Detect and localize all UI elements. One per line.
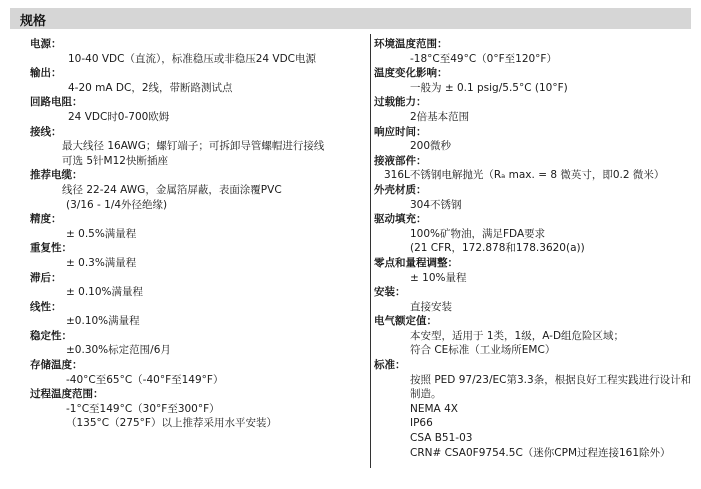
spec-value: 制造。 (410, 388, 442, 401)
spec-value: 按照 PED 97/23/EC第3.3条，根据良好工程实践进行设计和 (410, 373, 692, 386)
spec-value: （135°C（275°F）以上推荐采用水平安装） (66, 417, 277, 430)
spec-column-right (374, 37, 694, 460)
spec-value: ± 10%量程 (410, 271, 467, 284)
spec-value: ±0.30%标定范围/6月 (66, 344, 171, 357)
spec-value: 4-20 mA DC，2线，带断路测试点 (68, 81, 233, 94)
spec-column-left (30, 37, 365, 431)
spec-label: 回路电阻： (30, 96, 83, 109)
spec-value: 一般为 ± 0.1 psig/5.5°C (10°F) (410, 81, 568, 94)
spec-label: 重复性： (30, 242, 72, 255)
spec-value: 本安型，适用于 1类，1级，A-D组危险区域； (410, 329, 625, 342)
column-divider (370, 34, 371, 468)
spec-label: 外壳材质： (374, 183, 427, 196)
section-title: 规格 (20, 14, 47, 29)
spec-value: 100%矿物油，满足FDA要求 (410, 227, 546, 240)
spec-value: CSA B51-03 (410, 432, 473, 445)
spec-label: 温度变化影响： (374, 67, 448, 80)
spec-label: 线性： (30, 300, 62, 313)
spec-value: 最大线径 16AWG；螺钉端子；可拆卸导管螺帽进行接线 (62, 140, 325, 153)
spec-value: 316L不锈钢电解抛光（Rₐ max. = 8 微英寸，即0.2 微米） (384, 169, 665, 182)
spec-value: 直接安装 (410, 300, 452, 313)
section-header-bar (10, 8, 691, 29)
spec-value: ± 0.5%满量程 (66, 227, 137, 240)
spec-value: 可选 5针M12快断插座 (62, 154, 168, 167)
spec-label: 电气额定值： (374, 315, 437, 328)
spec-value: (3/16 - 1/4外径绝缘) (66, 198, 168, 211)
spec-label: 接液部件： (374, 154, 427, 167)
spec-value: -18°C至49°C（0°F至120°F） (410, 52, 557, 65)
spec-label: 存储温度： (30, 359, 83, 372)
spec-value: -40°C至65°C（-40°F至149°F） (66, 373, 224, 386)
spec-value: ± 0.10%满量程 (66, 286, 143, 299)
spec-value: ± 0.3%满量程 (66, 256, 137, 269)
spec-value: -1°C至149°C（30°F至300°F） (66, 402, 220, 415)
spec-value: CRN# CSA0F9754.5C（迷你CPM过程连接161除外） (410, 446, 671, 459)
spec-value: NEMA 4X (410, 402, 458, 415)
spec-label: 环境温度范围： (374, 38, 448, 50)
spec-value: (21 CFR，172.878和178.3620(a)) (410, 242, 585, 255)
spec-label: 标准： (374, 359, 406, 372)
spec-label: 接线： (30, 125, 62, 138)
spec-label: 响应时间： (374, 125, 427, 138)
spec-label: 安装： (374, 286, 406, 299)
spec-label: 电源： (30, 38, 62, 50)
spec-label: 零点和量程调整： (374, 256, 458, 269)
spec-value: 200微秒 (410, 140, 452, 153)
spec-label: 驱动填充： (374, 213, 427, 226)
spec-value: 10-40 VDC（直流），标准稳压或非稳压24 VDC电源 (68, 52, 316, 65)
spec-value: 符合 CE标准（工业场所EMC） (410, 344, 556, 357)
spec-value: 线径 22-24 AWG，金属箔屏蔽，表面涂覆PVC (62, 183, 282, 196)
spec-value: ±0.10%满量程 (66, 315, 140, 328)
spec-label: 输出： (30, 67, 62, 80)
spec-label: 过程温度范围： (30, 388, 104, 401)
spec-label: 精度： (30, 213, 62, 226)
spec-label: 推荐电缆： (30, 169, 83, 182)
spec-value: 304不锈钢 (410, 198, 462, 211)
spec-label: 滞后： (30, 271, 62, 284)
spec-label: 稳定性： (30, 329, 72, 342)
spec-value: IP66 (410, 417, 433, 430)
spec-value: 24 VDC时0-700欧姆 (68, 110, 170, 123)
spec-value: 2倍基本范围 (410, 110, 470, 123)
spec-label: 过载能力： (374, 96, 427, 109)
